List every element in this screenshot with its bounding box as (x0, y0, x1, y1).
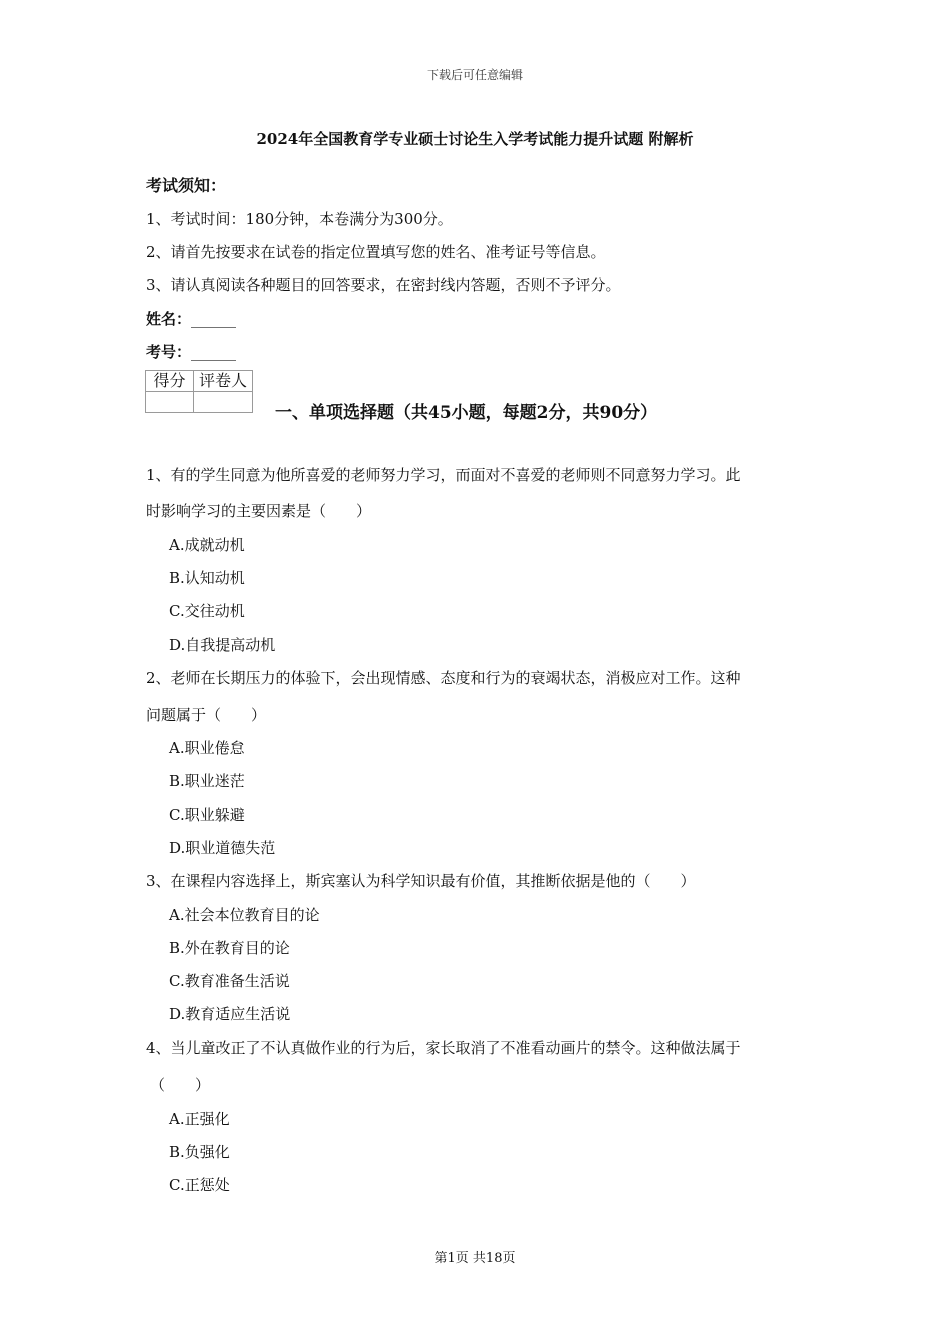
page-footer: 第1页 共18页 (434, 1251, 516, 1266)
notice-item: 2、请首先按要求在试卷的指定位置填写您的姓名、准考证号等信息。 (146, 243, 606, 261)
notice-heading: 考试须知： (146, 176, 227, 195)
grader-cell[interactable] (194, 392, 253, 413)
question-3-line-1: 3、在课程内容选择上，斯宾塞认为科学知识最有价值，其推断依据是他的（ ） (146, 872, 696, 890)
header-note: 下载后可任意编辑 (426, 68, 523, 82)
question-4-line-1: 4、当儿童改正了不认真做作业的行为后，家长取消了不准看动画片的禁令。这种做法属于 (146, 1039, 741, 1057)
exam-id-label: 考号： (146, 343, 192, 361)
name-field[interactable] (146, 308, 236, 329)
name-label: 姓名： (146, 310, 192, 328)
question-1-line-1: 1、有的学生同意为他所喜爱的老师努力学习，而面对不喜爱的老师则不同意努力学习。此 (146, 466, 741, 484)
question-1-option-c[interactable]: C.交往动机 (169, 602, 245, 620)
question-2-option-d[interactable]: D.职业道德失范 (169, 839, 276, 857)
question-3-option-d[interactable]: D.教育适应生活说 (169, 1005, 291, 1023)
name-blank[interactable]: ______ (191, 310, 237, 328)
grader-header: 评卷人 (194, 371, 253, 392)
question-1-option-b[interactable]: B.认知动机 (169, 569, 245, 587)
question-4-option-c[interactable]: C.正惩处 (169, 1176, 230, 1194)
question-4-line-2: （ ） (150, 1076, 211, 1094)
exam-id-field[interactable] (146, 341, 236, 362)
question-1-option-a[interactable]: A.成就动机 (169, 536, 245, 554)
question-2-line-2: 问题属于（ ） (146, 706, 267, 724)
question-3-option-b[interactable]: B.外在教育目的论 (169, 939, 290, 957)
score-header: 得分 (146, 371, 194, 392)
question-2-option-c[interactable]: C.职业躲避 (169, 806, 245, 824)
question-1-option-d[interactable]: D.自我提高动机 (169, 636, 276, 654)
notice-item: 1、考试时间：180分钟，本卷满分为300分。 (146, 210, 453, 228)
document-title: 2024年全国教育学专业硕士讨论生入学考试能力提升试题 附解析 (256, 130, 694, 148)
notice-item: 3、请认真阅读各种题目的回答要求，在密封线内答题，否则不予评分。 (146, 276, 621, 294)
score-cell[interactable] (146, 392, 194, 413)
section-title: 一、单项选择题（共45小题，每题2分，共90分） (275, 403, 658, 423)
exam-id-blank[interactable]: ______ (191, 343, 237, 361)
question-4-option-b[interactable]: B.负强化 (169, 1143, 230, 1161)
question-2-option-a[interactable]: A.职业倦怠 (169, 739, 245, 757)
grader-table (145, 370, 253, 413)
question-4-option-a[interactable]: A.正强化 (169, 1110, 230, 1128)
question-2-option-b[interactable]: B.职业迷茫 (169, 772, 245, 790)
question-3-option-c[interactable]: C.教育准备生活说 (169, 972, 290, 990)
question-1-line-2: 时影响学习的主要因素是（ ） (146, 502, 372, 520)
question-2-line-1: 2、老师在长期压力的体验下，会出现情感、态度和行为的衰竭状态，消极应对工作。这种 (146, 669, 741, 687)
question-3-option-a[interactable]: A.社会本位教育目的论 (169, 906, 320, 924)
